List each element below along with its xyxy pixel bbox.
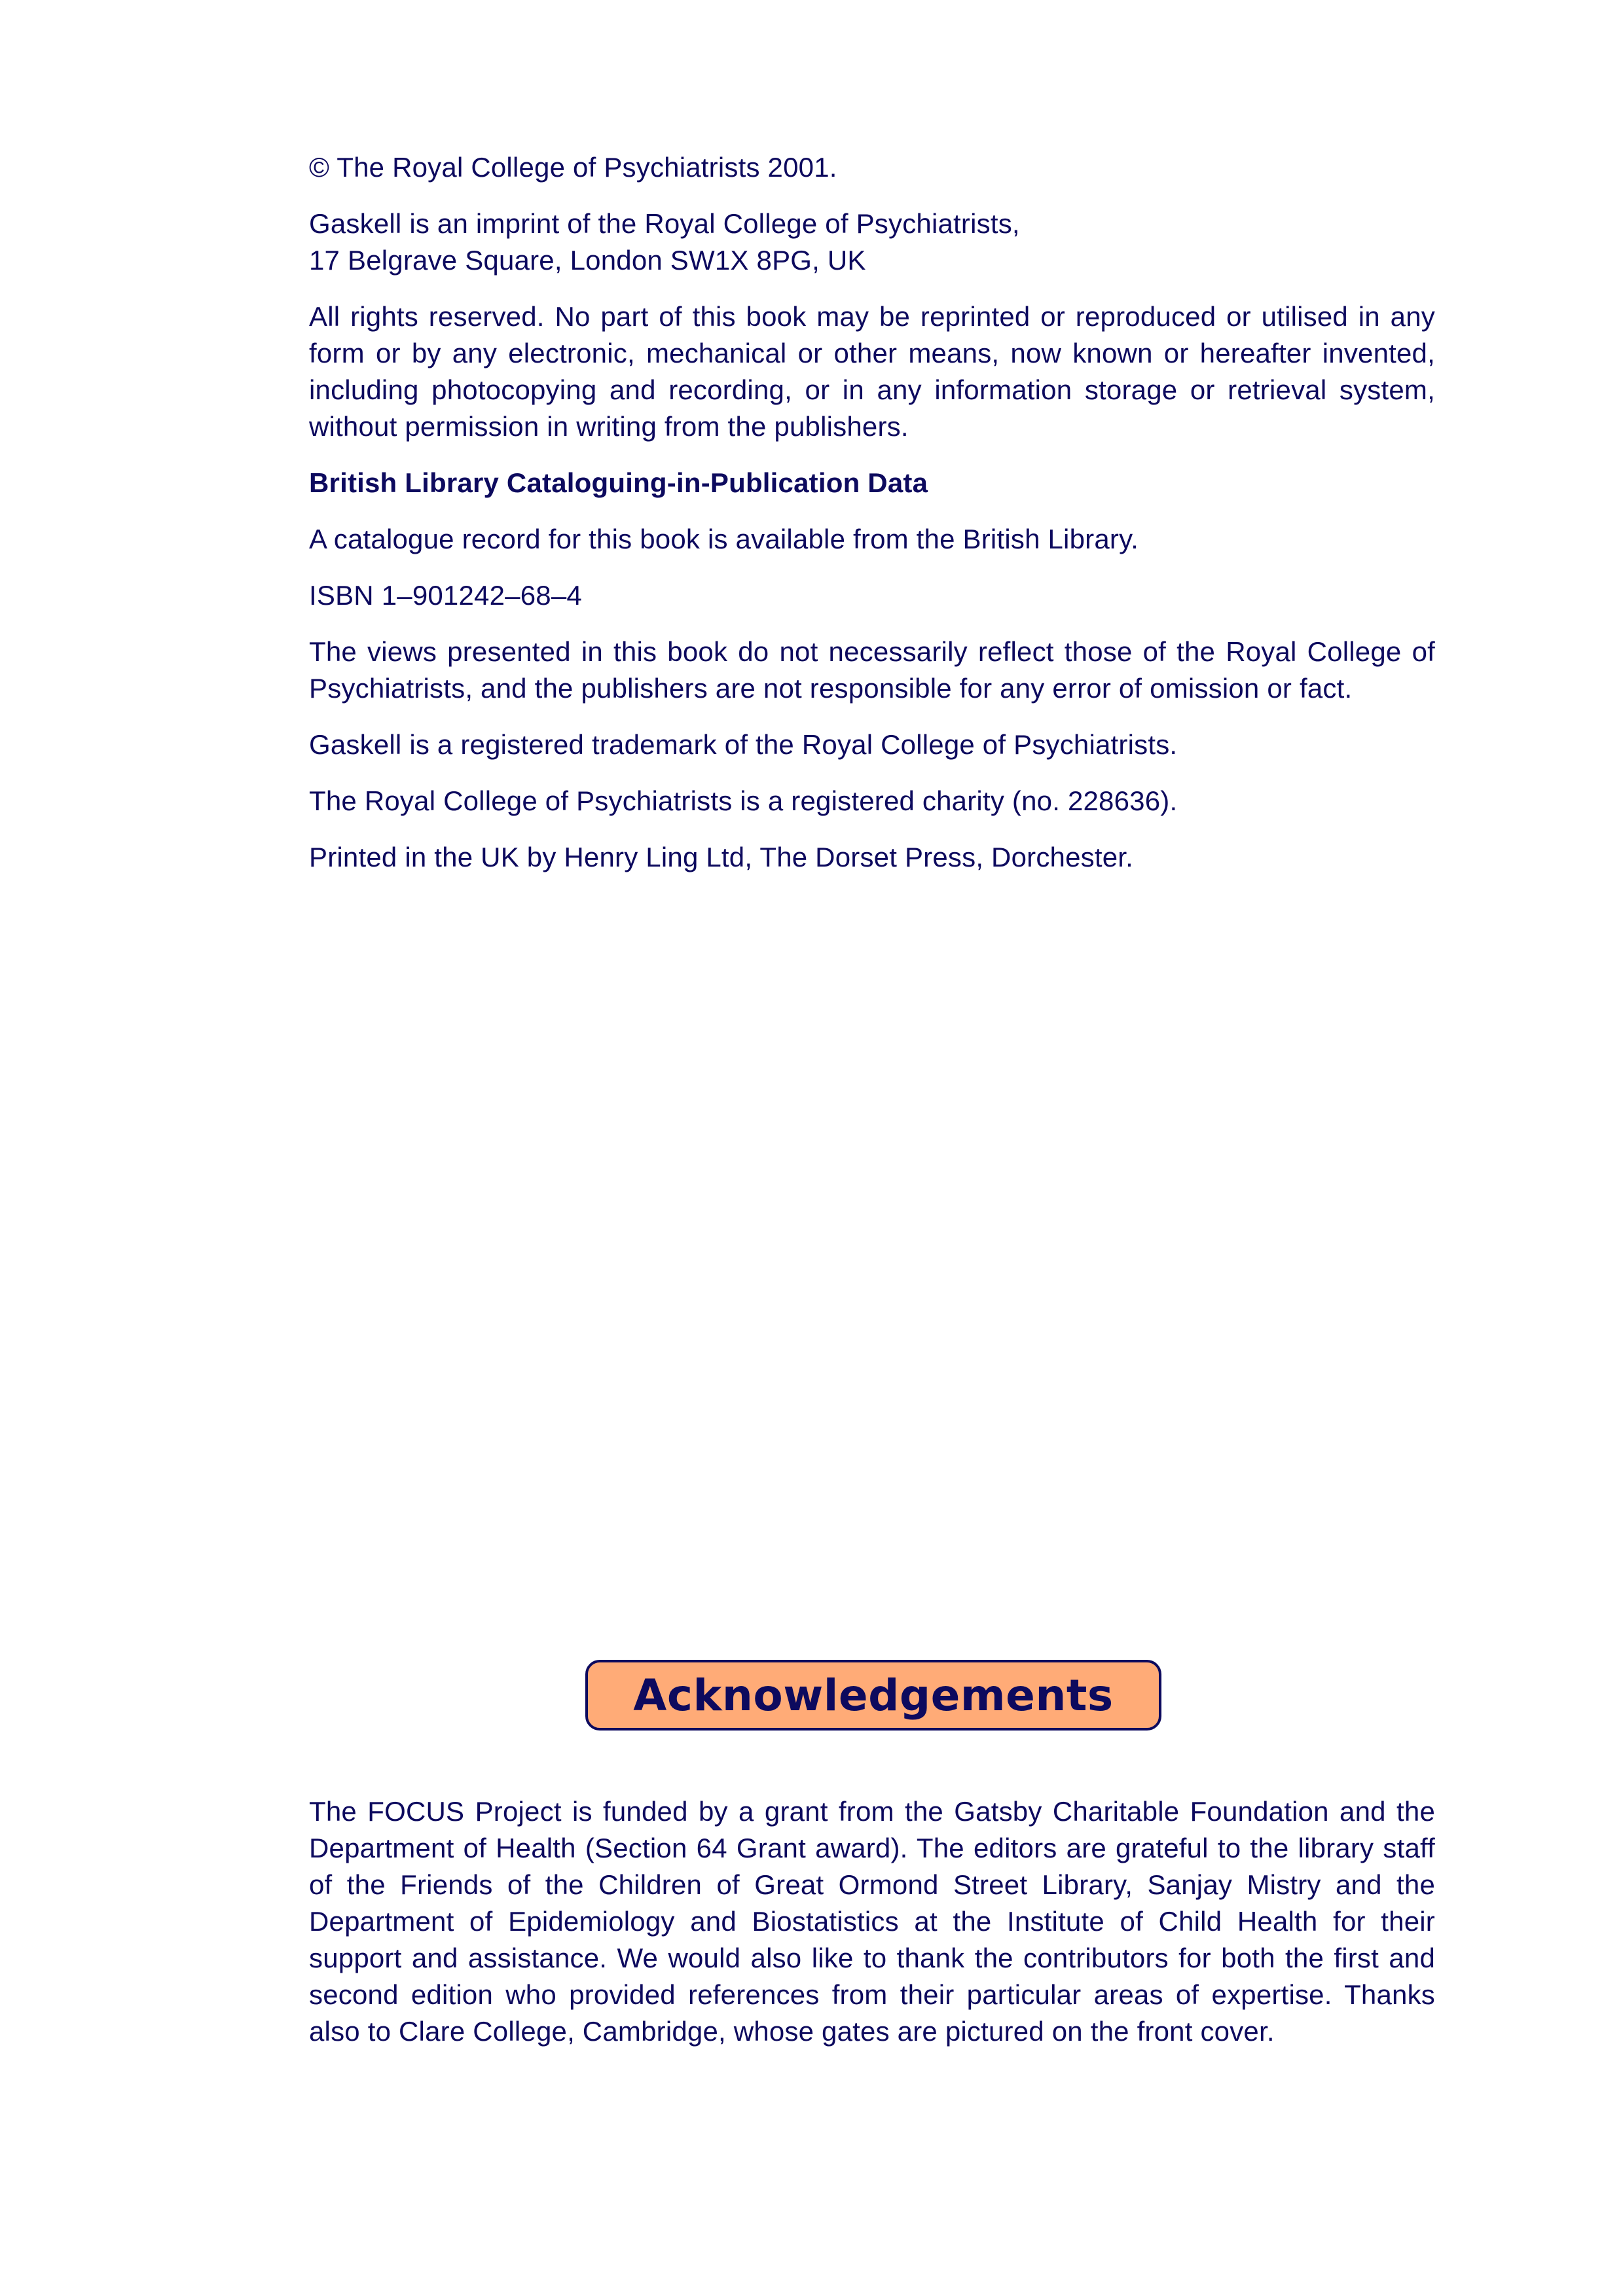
rights-statement: All rights reserved. No part of this book may be reprinted or reproduced or utilised in any form or by any electronic, mechanical or other means, now known or hereafter invented, including photocopying and recording, or in any information storage or retrieval system, without permission in writing from the publishers. (309, 301, 1435, 442)
trademark-notice: Gaskell is a registered trademark of the Royal College of Psychiatrists. (309, 729, 1178, 760)
charity-notice: The Royal College of Psychiatrists is a registered charity (no. 228636). (309, 785, 1178, 816)
publisher-imprint-line: Gaskell is an imprint of the Royal College of Psychiatrists, (309, 208, 1020, 239)
acknowledgements-heading: Acknowledgements (633, 1670, 1114, 1721)
copyright-notice: © The Royal College of Psychiatrists 2001. (309, 152, 837, 183)
cip-statement: A catalogue record for this book is available from the British Library. (309, 524, 1139, 554)
acknowledgements-section (309, 1793, 1435, 2050)
publisher-address (309, 206, 1435, 279)
printer-notice: Printed in the UK by Henry Ling Ltd, The Dorset Press, Dorchester. (309, 842, 1134, 872)
isbn: ISBN 1–901242–68–4 (309, 580, 582, 611)
cip-heading: British Library Cataloguing-in-Publication Data (309, 467, 928, 498)
acknowledgements-heading-box (585, 1660, 1161, 1731)
imprint-section (309, 149, 1435, 895)
publisher-street-address: 17 Belgrave Square, London SW1X 8PG, UK (309, 245, 866, 276)
views-disclaimer: The views presented in this book do not necessarily reflect those of the Royal College of Psychiatrists, and the publishers are not responsible for any error of omission or fact. (309, 636, 1435, 704)
acknowledgements-text: The FOCUS Project is funded by a grant from the Gatsby Charitable Foundation and the Department of Health (Section 64 Grant award). The editors are grateful to the library staff of the Friends of the Children of Great Ormond Street Library, Sanjay Mistry and the Department of Epidemiology and Biostatistics at the Institute of Child Health for their support and assistance. We would also like to thank the contributors for both the first and second edition who provided references from their particular areas of expertise. Thanks also to Clare College, Cambridge, whose gates are pictured on the front cover. (309, 1796, 1435, 2047)
